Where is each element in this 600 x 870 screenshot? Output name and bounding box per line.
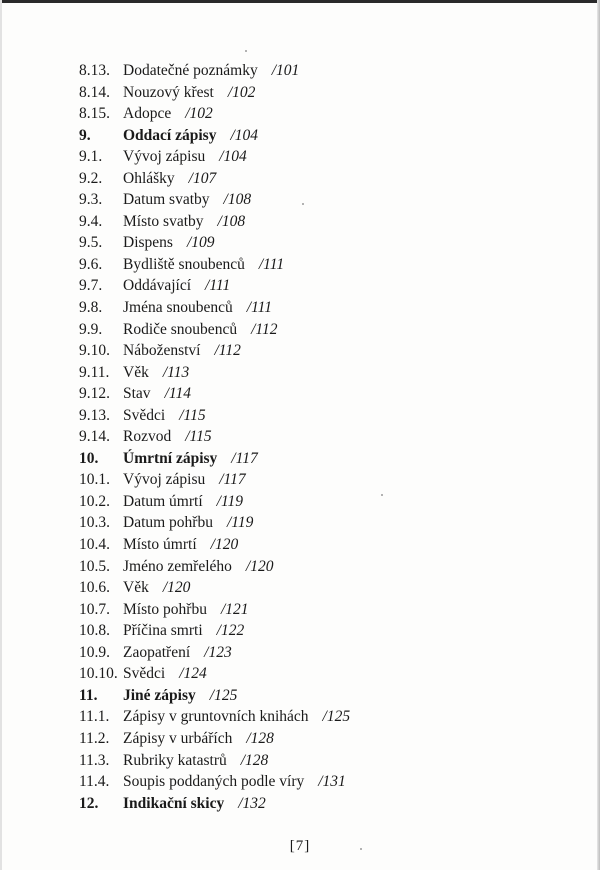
toc-entry <box>79 491 559 513</box>
toc-entry-page: /113 <box>162 363 190 381</box>
toc-entry-body <box>123 405 206 427</box>
toc-entry-number: 12. <box>79 794 99 812</box>
toc-entry-title: Věk <box>123 363 149 381</box>
toc-entry-page: /104 <box>219 148 247 166</box>
toc-entry <box>79 297 559 319</box>
toc-entry-body <box>123 556 273 578</box>
toc-entry-page: /119 <box>226 514 254 532</box>
toc-entry-body <box>123 642 232 664</box>
toc-entry-page: /132 <box>238 794 266 812</box>
toc-entry <box>79 577 559 599</box>
toc-entry-body <box>123 211 245 233</box>
toc-entry-title: Adopce <box>123 105 172 123</box>
toc-entry-number: 9.3. <box>79 191 103 209</box>
toc-entry-title: Datum pohřbu <box>123 514 213 532</box>
toc-entry-body <box>123 620 244 642</box>
toc-entry-body <box>123 706 350 728</box>
toc-entry-body <box>123 189 251 211</box>
toc-entry-title: Stav <box>123 385 151 403</box>
toc-entry <box>79 728 559 750</box>
scan-edge-top <box>0 0 600 3</box>
toc-entry-number: 11.4. <box>79 773 110 791</box>
toc-entry-page: /109 <box>186 234 215 252</box>
toc-entry-title: Úmrtní zápisy <box>123 449 218 467</box>
toc-entry-number: 9.9. <box>79 320 103 338</box>
toc-entry-page: /111 <box>246 299 273 317</box>
toc-entry-title: Oddávající <box>123 277 192 295</box>
toc-chapter-heading <box>79 685 559 707</box>
toc-entry-page: /111 <box>205 277 231 295</box>
toc-entry-page: /114 <box>164 385 191 403</box>
toc-entry-number: 10.3. <box>79 514 110 532</box>
toc-entry-body <box>123 168 216 190</box>
toc-entry <box>79 556 559 578</box>
toc-entry-page: /117 <box>231 449 258 467</box>
toc-entry-title: Jména snoubenců <box>123 299 233 317</box>
toc-entry-number: 11.1. <box>79 708 110 726</box>
toc-entry <box>79 663 559 685</box>
toc-entry-number: 10.7. <box>79 600 110 618</box>
toc-entry <box>79 642 559 664</box>
toc-entry-number: 10.6. <box>79 579 110 597</box>
toc-entry-body <box>123 512 253 534</box>
toc-entry-number: 9.10. <box>79 342 110 360</box>
toc-entry-title: Jiné zápisy <box>123 686 196 704</box>
toc-entry-number: 9.12. <box>79 385 110 403</box>
toc-entry-page: /107 <box>188 169 217 187</box>
toc-entry-title: Náboženství <box>123 342 201 360</box>
toc-entry-page: /125 <box>209 686 238 704</box>
toc-entry-number: 10.8. <box>79 622 110 640</box>
toc-entry-body <box>123 599 249 621</box>
toc-entry <box>79 599 559 621</box>
toc-entry-page: /108 <box>223 191 252 209</box>
toc-chapter-heading <box>79 125 559 147</box>
toc-entry-body <box>123 685 237 707</box>
toc-entry-number: 11.2. <box>79 729 110 747</box>
toc-entry-page: /104 <box>230 126 259 144</box>
toc-entry-page: /111 <box>258 255 285 273</box>
toc-entry <box>79 750 559 772</box>
toc-entry-title: Rubriky katastrů <box>123 751 227 769</box>
toc-entry <box>79 620 559 642</box>
toc-entry <box>79 771 559 793</box>
toc-entry-page: /125 <box>322 708 351 726</box>
toc-entry-page: /102 <box>227 83 256 101</box>
scan-speck <box>302 203 304 205</box>
toc-entry <box>79 103 559 125</box>
toc-entry-body <box>123 82 255 104</box>
toc-entry-page: /128 <box>240 751 269 769</box>
toc-entry-body <box>123 793 266 815</box>
toc-entry-page: /123 <box>204 643 232 661</box>
toc-entry-title: Vývoj zápisu <box>123 148 206 166</box>
toc-entry-body <box>123 577 190 599</box>
toc-entry-page: /120 <box>245 557 274 575</box>
toc-chapter-heading <box>79 448 559 470</box>
toc-entry-body <box>123 771 346 793</box>
toc-entry-body <box>123 297 272 319</box>
toc-entry-body <box>123 750 268 772</box>
toc-entry <box>79 426 559 448</box>
toc-entry-page: /108 <box>217 212 246 230</box>
toc-entry-body <box>123 125 258 147</box>
toc-entry-number: 8.15. <box>79 105 110 123</box>
toc-entry-page: /131 <box>318 773 346 791</box>
toc-entry-page: /128 <box>246 729 274 747</box>
toc-entry-body <box>123 728 274 750</box>
toc-entry-number: 11.3. <box>79 751 110 769</box>
toc-entry-title: Oddací zápisy <box>123 126 217 144</box>
toc-entry-page: /102 <box>185 105 213 123</box>
toc-entry-page: /101 <box>271 62 300 79</box>
scan-speck <box>381 494 383 496</box>
toc-entry-page: /112 <box>214 342 241 360</box>
toc-entry-number: 10.5. <box>79 557 110 575</box>
toc-entry-title: Věk <box>123 579 149 597</box>
toc-entry-page: /117 <box>219 471 246 489</box>
toc-entry-page: /119 <box>216 492 244 510</box>
toc-entry <box>79 189 559 211</box>
toc-entry-number: 9. <box>79 126 91 144</box>
toc-entry-body <box>123 426 212 448</box>
toc-entry <box>79 319 559 341</box>
toc-entry-number: 9.6. <box>79 255 103 273</box>
toc-entry-number: 9.11. <box>79 363 110 381</box>
toc-entry-number: 9.13. <box>79 406 110 424</box>
toc-entry-title: Svědci <box>123 665 166 683</box>
toc-entry-title: Rodiče snoubenců <box>123 320 238 338</box>
toc-entry-body <box>123 448 258 470</box>
toc-entry-body <box>123 534 238 556</box>
toc-entry-body <box>123 362 189 384</box>
toc-entry <box>79 469 559 491</box>
table-of-contents <box>79 60 559 814</box>
toc-entry <box>79 362 559 384</box>
toc-entry-body <box>123 254 284 276</box>
toc-entry-page: /120 <box>162 579 191 597</box>
toc-entry-number: 9.1. <box>79 148 103 166</box>
toc-entry-title: Ohlášky <box>123 169 175 187</box>
toc-entry-number: 10. <box>79 449 99 467</box>
toc-entry-page: /115 <box>179 406 206 424</box>
toc-entry <box>79 706 559 728</box>
toc-entry-number: 10.9. <box>79 643 110 661</box>
toc-entry-body <box>123 232 215 254</box>
toc-entry-title: Jméno zemřelého <box>123 557 232 575</box>
toc-entry-title: Nouzový křest <box>123 83 214 101</box>
toc-chapter-heading <box>79 793 559 815</box>
toc-entry <box>79 254 559 276</box>
toc-entry <box>79 512 559 534</box>
toc-entry-body <box>123 275 230 297</box>
toc-entry-title: Dodatečné poznámky <box>123 62 258 79</box>
toc-entry-number: 10.1. <box>79 471 110 489</box>
scan-edge-left <box>0 0 2 870</box>
toc-entry-title: Místo úmrtí <box>123 536 197 554</box>
toc-entry-title: Zápisy v gruntovních knihách <box>123 708 309 726</box>
toc-entry <box>79 340 559 362</box>
toc-entry <box>79 232 559 254</box>
toc-entry-number: 10.2. <box>79 492 110 510</box>
toc-entry-title: Vývoj zápisu <box>123 471 206 489</box>
toc-entry-body <box>123 146 247 168</box>
toc-entry-page: /122 <box>216 622 245 640</box>
toc-entry-number: 8.13. <box>79 62 110 79</box>
toc-entry-page: /112 <box>251 320 278 338</box>
toc-entry-body <box>123 663 207 685</box>
scan-speck <box>360 848 362 850</box>
toc-entry-number: 9.14. <box>79 428 110 446</box>
toc-entry <box>79 275 559 297</box>
toc-entry-title: Datum úmrtí <box>123 492 203 510</box>
toc-entry-body <box>123 103 213 125</box>
toc-entry <box>79 168 559 190</box>
toc-entry-page: /115 <box>185 428 212 446</box>
toc-entry <box>79 405 559 427</box>
toc-entry-title: Místo svatby <box>123 212 204 230</box>
page-number: [7] <box>289 838 311 854</box>
toc-entry-title: Zápisy v urbářích <box>123 729 233 747</box>
toc-entry-title: Soupis poddaných podle víry <box>123 773 305 791</box>
toc-entry-page: /124 <box>179 665 207 683</box>
toc-entry-number: 9.2. <box>79 169 103 187</box>
toc-entry <box>79 211 559 233</box>
toc-entry-body <box>123 469 246 491</box>
toc-entry-number: 10.10. <box>79 665 118 683</box>
toc-entry-title: Místo pohřbu <box>123 600 207 618</box>
toc-entry-page: /120 <box>210 536 239 554</box>
toc-entry <box>79 60 559 82</box>
toc-entry-number: 9.5. <box>79 234 103 252</box>
toc-entry <box>79 383 559 405</box>
scan-speck <box>245 50 247 52</box>
toc-entry-number: 8.14. <box>79 83 110 101</box>
toc-entry <box>79 146 559 168</box>
toc-entry-title: Indikační skicy <box>123 794 225 812</box>
toc-entry-title: Rozvod <box>123 428 172 446</box>
toc-entry <box>79 82 559 104</box>
toc-entry-title: Dispens <box>123 234 173 252</box>
toc-entry-number: 9.4. <box>79 212 103 230</box>
toc-entry-number: 9.8. <box>79 299 103 317</box>
toc-entry-title: Příčina smrti <box>123 622 203 640</box>
toc-entry-body <box>123 319 277 341</box>
toc-entry-body <box>123 340 241 362</box>
toc-entry <box>79 534 559 556</box>
toc-entry-title: Bydliště snoubenců <box>123 255 245 273</box>
toc-entry-title: Zaopatření <box>123 643 191 661</box>
toc-entry-number: 11. <box>79 686 98 704</box>
toc-entry-body <box>123 60 299 82</box>
toc-entry-body <box>123 383 191 405</box>
toc-entry-title: Datum svatby <box>123 191 210 209</box>
toc-entry-number: 9.7. <box>79 277 103 295</box>
toc-entry-number: 10.4. <box>79 536 110 554</box>
toc-entry-body <box>123 491 243 513</box>
toc-entry-page: /121 <box>220 600 249 618</box>
toc-entry-title: Svědci <box>123 406 166 424</box>
